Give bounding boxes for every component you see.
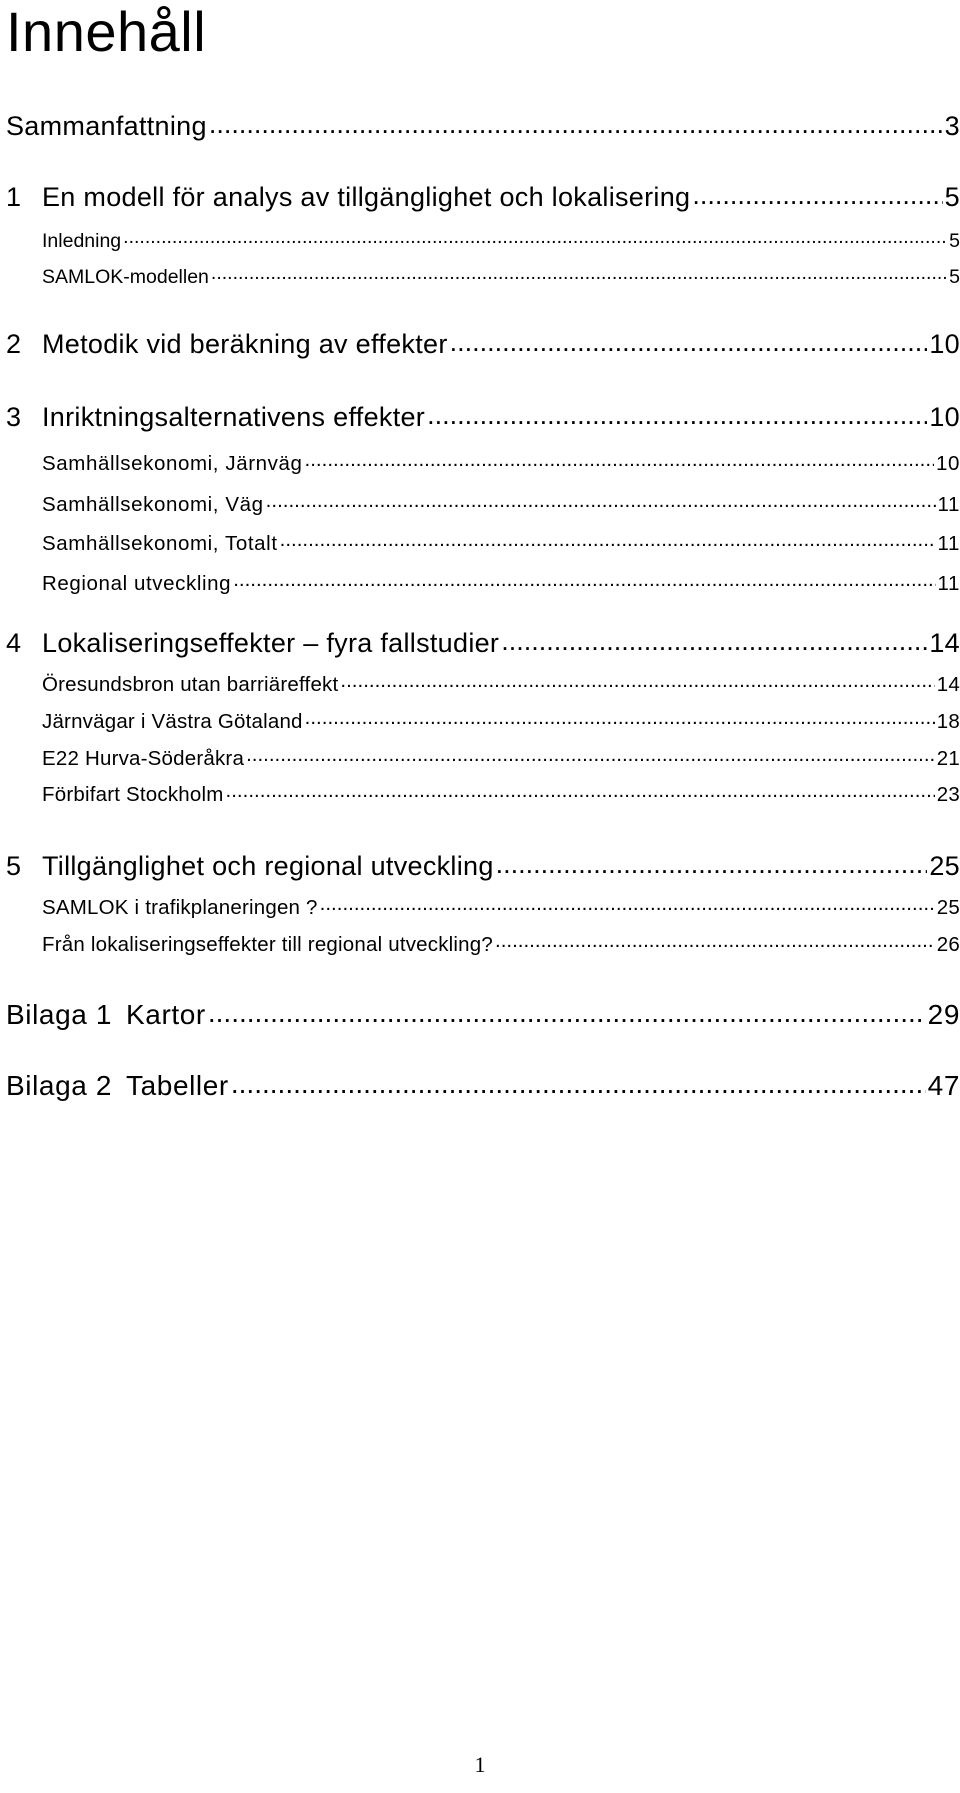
toc-page-number: 29 (927, 999, 960, 1030)
toc-entry-samhallsekonomi-totalt[interactable] (6, 529, 960, 557)
toc-entry-samhallsekonomi-jarnvag[interactable] (6, 449, 960, 477)
toc-entry-chapter-2[interactable] (6, 326, 960, 360)
toc-label: Förbifart Stockholm (42, 782, 224, 806)
toc-chapter-number: 4 (6, 628, 22, 658)
toc-label: Samhällsekonomi, Järnväg (42, 451, 303, 475)
dot-leader (266, 490, 936, 511)
toc-label: En modell för analys av tillgänglighet och lokalisering (42, 182, 691, 212)
toc-page-number: 25 (929, 851, 960, 881)
toc-annex-number: Bilaga 1 (6, 999, 112, 1030)
toc-entry-bilaga-1[interactable] (6, 996, 960, 1031)
dot-leader (692, 179, 942, 206)
toc-label: Lokaliseringseffekter – fyra fallstudier (42, 628, 500, 658)
dot-leader (209, 108, 943, 135)
toc-entry-sammanfattning[interactable] (6, 108, 960, 142)
toc-page-number: 5 (949, 265, 960, 288)
dot-leader (211, 263, 947, 283)
toc-page-number: 14 (929, 628, 960, 658)
toc-page-number: 26 (936, 932, 960, 956)
toc-entry-samhallsekonomi-vag[interactable] (6, 490, 960, 518)
toc-entry-samlok-trafikplaneringen[interactable] (6, 893, 960, 921)
page-number-footer: 1 (474, 1752, 486, 1777)
toc-entry-oresundsbron[interactable] (6, 670, 960, 698)
toc-page-number: 10 (929, 402, 960, 432)
toc-entry-chapter-3[interactable] (6, 399, 960, 433)
toc-label: SAMLOK-modellen (42, 265, 209, 288)
dot-leader (305, 707, 935, 728)
toc-entry-regional-utveckling[interactable] (6, 569, 960, 597)
toc-entry-samlok-modellen[interactable] (6, 263, 960, 290)
toc-label: Tillgänglighet och regional utveckling (42, 851, 494, 881)
toc-label: Inriktningsalternativens effekter (42, 402, 426, 432)
dot-leader (226, 780, 935, 801)
toc-page-number: 3 (944, 111, 960, 141)
toc-label: E22 Hurva-Söderåkra (42, 746, 245, 770)
dot-leader (340, 670, 934, 691)
toc-label: Öresundsbron utan barriäreffekt (42, 672, 339, 696)
toc-label: Samhällsekonomi, Totalt (42, 531, 278, 555)
toc-chapter-number: 3 (6, 402, 22, 432)
toc-page-number: 25 (936, 895, 960, 919)
toc-entry-chapter-5[interactable] (6, 848, 960, 882)
toc-page-number: 11 (937, 571, 960, 595)
dot-leader (427, 399, 927, 426)
toc-entry-chapter-1[interactable] (6, 179, 960, 213)
dot-leader (495, 930, 935, 951)
toc-label: Tabeller (126, 1070, 229, 1101)
dot-leader (231, 1067, 926, 1095)
dot-leader (233, 569, 935, 590)
toc-label: Metodik vid beräkning av effekter (42, 329, 448, 359)
toc-label: Samhällsekonomi, Väg (42, 492, 264, 516)
toc-entry-chapter-4[interactable] (6, 625, 960, 659)
toc-page-number: 11 (937, 492, 960, 516)
toc-entry-fran-lokaliseringseffekter[interactable] (6, 930, 960, 958)
toc-page-number: 18 (936, 709, 960, 733)
dot-leader (305, 449, 934, 470)
toc-chapter-number: 1 (6, 182, 22, 212)
toc-page-number: 23 (936, 782, 960, 806)
toc-entry-jarnvagar-vastra-gotaland[interactable] (6, 707, 960, 735)
toc-label: Sammanfattning (6, 111, 207, 141)
toc-page-number: 14 (936, 672, 960, 696)
toc-label: Från lokaliseringseffekter till regional utveckling? (42, 932, 493, 956)
toc-page-number: 10 (935, 451, 960, 475)
toc-label: Kartor (126, 999, 206, 1030)
toc-label: Järnvägar i Västra Götaland (42, 709, 303, 733)
toc-label: SAMLOK i trafikplaneringen ? (42, 895, 318, 919)
dot-leader (501, 625, 927, 652)
page-title: Innehåll (6, 0, 207, 63)
toc-page-number: 11 (937, 531, 960, 555)
dot-leader (450, 326, 928, 353)
toc-page-number: 21 (936, 746, 960, 770)
toc-entry-e22-hurva-soderakra[interactable] (6, 744, 960, 772)
toc-entry-inledning[interactable] (6, 227, 960, 254)
toc-entry-forbifart-stockholm[interactable] (6, 780, 960, 808)
dot-leader (496, 848, 928, 875)
dot-leader (208, 996, 926, 1024)
dot-leader (123, 227, 947, 247)
toc-annex-number: Bilaga 2 (6, 1070, 112, 1101)
toc-page-number: 5 (944, 182, 960, 212)
toc-chapter-number: 2 (6, 329, 22, 359)
toc-page-number: 5 (949, 229, 960, 252)
dot-leader (320, 893, 935, 914)
dot-leader (280, 529, 936, 550)
toc-page-number: 10 (929, 329, 960, 359)
toc-label: Regional utveckling (42, 571, 232, 595)
toc-label: Inledning (42, 229, 122, 252)
dot-leader (246, 744, 935, 765)
toc-entry-bilaga-2[interactable] (6, 1067, 960, 1102)
toc-page-number: 47 (927, 1070, 960, 1101)
toc-chapter-number: 5 (6, 851, 22, 881)
